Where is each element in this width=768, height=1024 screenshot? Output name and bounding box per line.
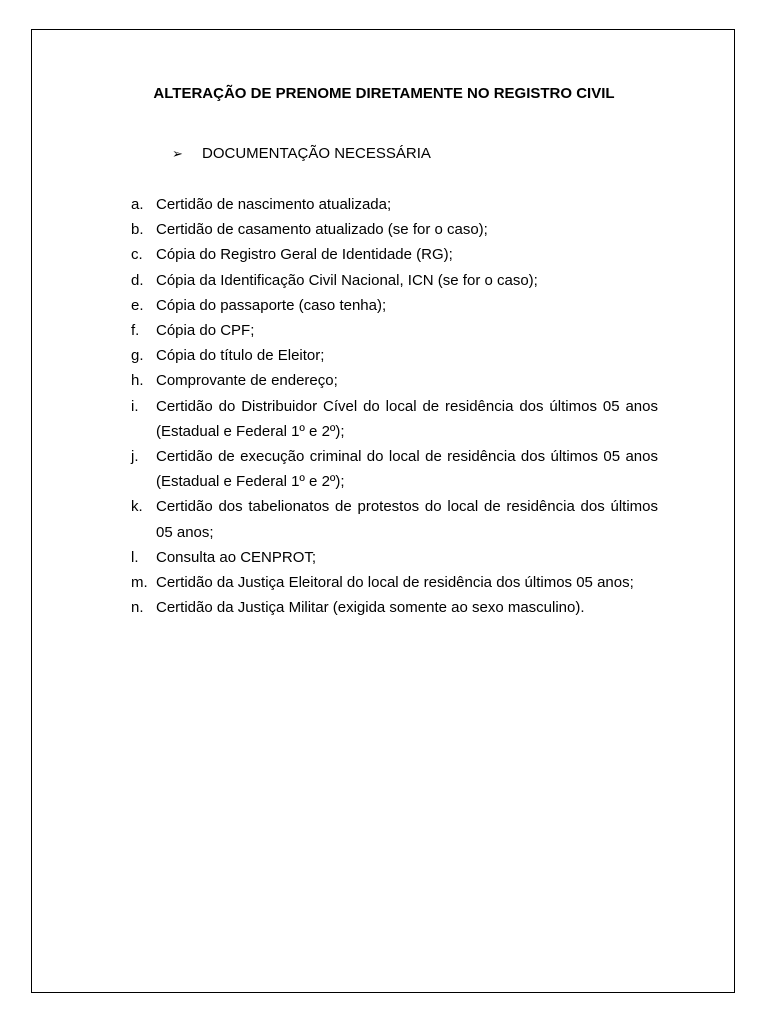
section-heading (172, 145, 431, 162)
list-item (131, 343, 658, 368)
list-item (131, 293, 658, 318)
list-marker: m. (131, 574, 148, 592)
list-marker: e. (131, 296, 144, 314)
list-marker: j. (131, 448, 139, 466)
list-item (131, 494, 658, 544)
list-item-text: Certidão dos tabelionatos de protestos do local de residência dos últimos 05 anos; (156, 498, 658, 541)
list-item (131, 444, 658, 494)
list-marker: l. (131, 548, 139, 566)
list-item (131, 268, 658, 293)
list-item (131, 394, 658, 444)
list-item-text: Certidão de execução criminal do local de residência dos últimos 05 anos (Estadual e Federal 1º e 2º); (156, 448, 658, 491)
list-item-text: Cópia da Identificação Civil Nacional, ICN (se for o caso); (156, 271, 538, 289)
section-heading-label: DOCUMENTAÇÃO NECESSÁRIA (202, 145, 431, 162)
list-marker: d. (131, 271, 144, 289)
list-marker: h. (131, 372, 144, 390)
required-documents-list (131, 192, 658, 620)
list-item-text: Comprovante de endereço; (156, 372, 338, 390)
list-item-text: Certidão do Distribuidor Cível do local de residência dos últimos 05 anos (Estadual e Federal 1º e 2º); (156, 397, 658, 440)
list-marker: i. (131, 397, 139, 415)
list-item (131, 570, 658, 595)
list-marker: n. (131, 599, 144, 617)
list-marker: b. (131, 221, 144, 239)
list-item-text: Certidão de casamento atualizado (se for o caso); (156, 221, 488, 239)
list-item (131, 217, 658, 242)
list-marker: f. (131, 322, 140, 340)
list-item (131, 192, 658, 217)
list-item (131, 595, 658, 620)
list-marker: c. (131, 246, 143, 264)
list-item-text: Cópia do passaporte (caso tenha); (156, 296, 387, 314)
list-item (131, 545, 658, 570)
list-item-text: Certidão da Justiça Eleitoral do local de residência dos últimos 05 anos; (156, 574, 634, 592)
arrow-bullet-icon: ➢ (172, 145, 183, 161)
list-item (131, 368, 658, 393)
list-item-text: Certidão de nascimento atualizada; (156, 196, 392, 213)
list-marker: g. (131, 347, 144, 365)
list-marker: a. (131, 196, 144, 213)
list-item-text: Consulta ao CENPROT; (156, 548, 317, 566)
list-item-text: Certidão da Justiça Militar (exigida somente ao sexo masculino). (156, 599, 585, 617)
list-item (131, 318, 658, 343)
list-marker: k. (131, 498, 143, 516)
list-item-text: Cópia do Registro Geral de Identidade (RG); (156, 246, 453, 264)
list-item (131, 242, 658, 267)
document-title: ALTERAÇÃO DE PRENOME DIRETAMENTE NO REGISTRO CIVIL (153, 85, 615, 102)
list-item-text: Cópia do título de Eleitor; (156, 347, 325, 365)
list-item-text: Cópia do CPF; (156, 322, 255, 340)
